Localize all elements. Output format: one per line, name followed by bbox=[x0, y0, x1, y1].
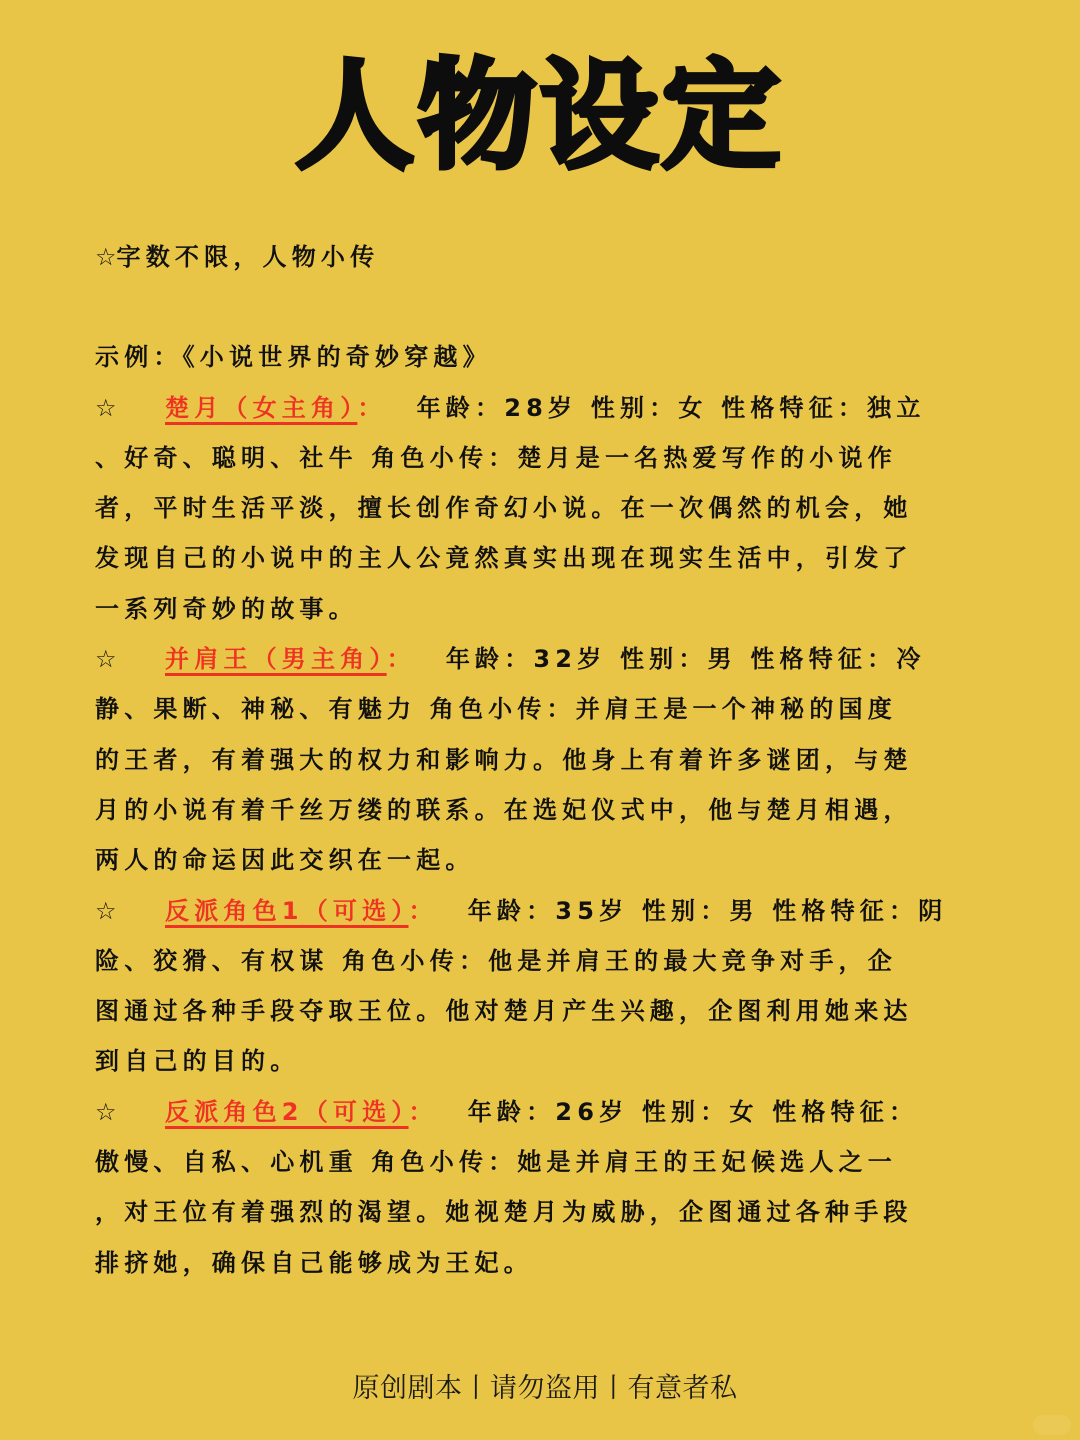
star-icon: ☆ bbox=[95, 393, 122, 422]
character-block bbox=[95, 383, 1015, 634]
character-text-line: 者，平时生活平淡，擅长创作奇幻小说。在一次偶然的机会，她 bbox=[95, 494, 913, 523]
example-label: 示例： bbox=[95, 343, 183, 372]
intro-line bbox=[95, 232, 1015, 282]
character-block bbox=[95, 886, 1015, 1087]
star-icon: ☆ bbox=[95, 243, 117, 271]
character-text-line: 月的小说有着千丝万缕的联系。在选妃仪式中，他与楚月相遇， bbox=[95, 795, 913, 824]
character-text-line: 两人的命运因此交织在一起。 bbox=[95, 846, 475, 875]
character-text-line: 到自己的目的。 bbox=[95, 1047, 300, 1076]
character-name: 反派角色1（可选） bbox=[165, 896, 409, 925]
character-colon: ： bbox=[357, 393, 387, 422]
character-name: 反派角色2（可选） bbox=[165, 1097, 409, 1126]
character-text-line: 的王者，有着强大的权力和影响力。他身上有着许多谜团，与楚 bbox=[95, 745, 913, 774]
character-block bbox=[95, 1087, 1015, 1288]
example-line bbox=[95, 332, 1015, 382]
page-title: 人物设定 bbox=[295, 47, 784, 185]
character-text-line: ，对王位有着强烈的渴望。她视楚月为威胁，企图通过各种手段 bbox=[95, 1198, 913, 1227]
character-text-line: 排挤她，确保自己能够成为王妃。 bbox=[95, 1248, 533, 1277]
intro-text: 字数不限，人物小传 bbox=[116, 243, 380, 271]
character-block bbox=[95, 634, 1015, 885]
character-basic-info: 年龄：26岁 性别：女 性格特征： bbox=[467, 1097, 919, 1126]
character-text-line: 图通过各种手段夺取王位。他对楚月产生兴趣，企图利用她来达 bbox=[95, 997, 913, 1026]
footer-copyright-notice: 原创剧本丨请勿盗用丨有意者私 bbox=[352, 1373, 738, 1404]
star-icon: ☆ bbox=[95, 1097, 122, 1126]
character-name: 楚月（女主角） bbox=[165, 393, 358, 422]
character-basic-info: 年龄：32岁 性别：男 性格特征：冷 bbox=[445, 645, 926, 674]
character-colon: ： bbox=[386, 645, 416, 674]
character-colon: ： bbox=[408, 896, 438, 925]
watermark-badge bbox=[1033, 1415, 1071, 1435]
star-icon: ☆ bbox=[95, 645, 122, 674]
character-header bbox=[95, 383, 1015, 433]
character-name: 并肩王（男主角） bbox=[165, 645, 387, 674]
character-text-line: 静、果断、神秘、有魅力 角色小传：并肩王是一个神秘的国度 bbox=[95, 695, 897, 724]
character-text-line: 、好奇、聪明、社牛 角色小传：楚月是一名热爱写作的小说作 bbox=[95, 443, 897, 472]
character-text-line: 一系列奇妙的故事。 bbox=[95, 594, 358, 623]
character-text-line: 险、狡猾、有权谋 角色小传：他是并肩王的最大竞争对手，企 bbox=[95, 946, 897, 975]
character-header bbox=[95, 1087, 1015, 1137]
document-body bbox=[95, 232, 1015, 1288]
star-icon: ☆ bbox=[95, 896, 122, 925]
character-text-line: 发现自己的小说中的主人公竟然真实出现在现实生活中，引发了 bbox=[95, 544, 913, 573]
spacer bbox=[95, 282, 1015, 332]
character-basic-info: 年龄：28岁 性别：女 性格特征：独立 bbox=[416, 393, 926, 422]
character-text-line: 傲慢、自私、心机重 角色小传：她是并肩王的王妃候选人之一 bbox=[95, 1148, 897, 1177]
character-basic-info: 年龄：35岁 性别：男 性格特征：阴 bbox=[467, 896, 948, 925]
character-header bbox=[95, 886, 1015, 936]
character-header bbox=[95, 634, 1015, 684]
example-work-title: 《小说世界的奇妙穿越》 bbox=[182, 343, 492, 372]
character-colon: ： bbox=[408, 1097, 438, 1126]
